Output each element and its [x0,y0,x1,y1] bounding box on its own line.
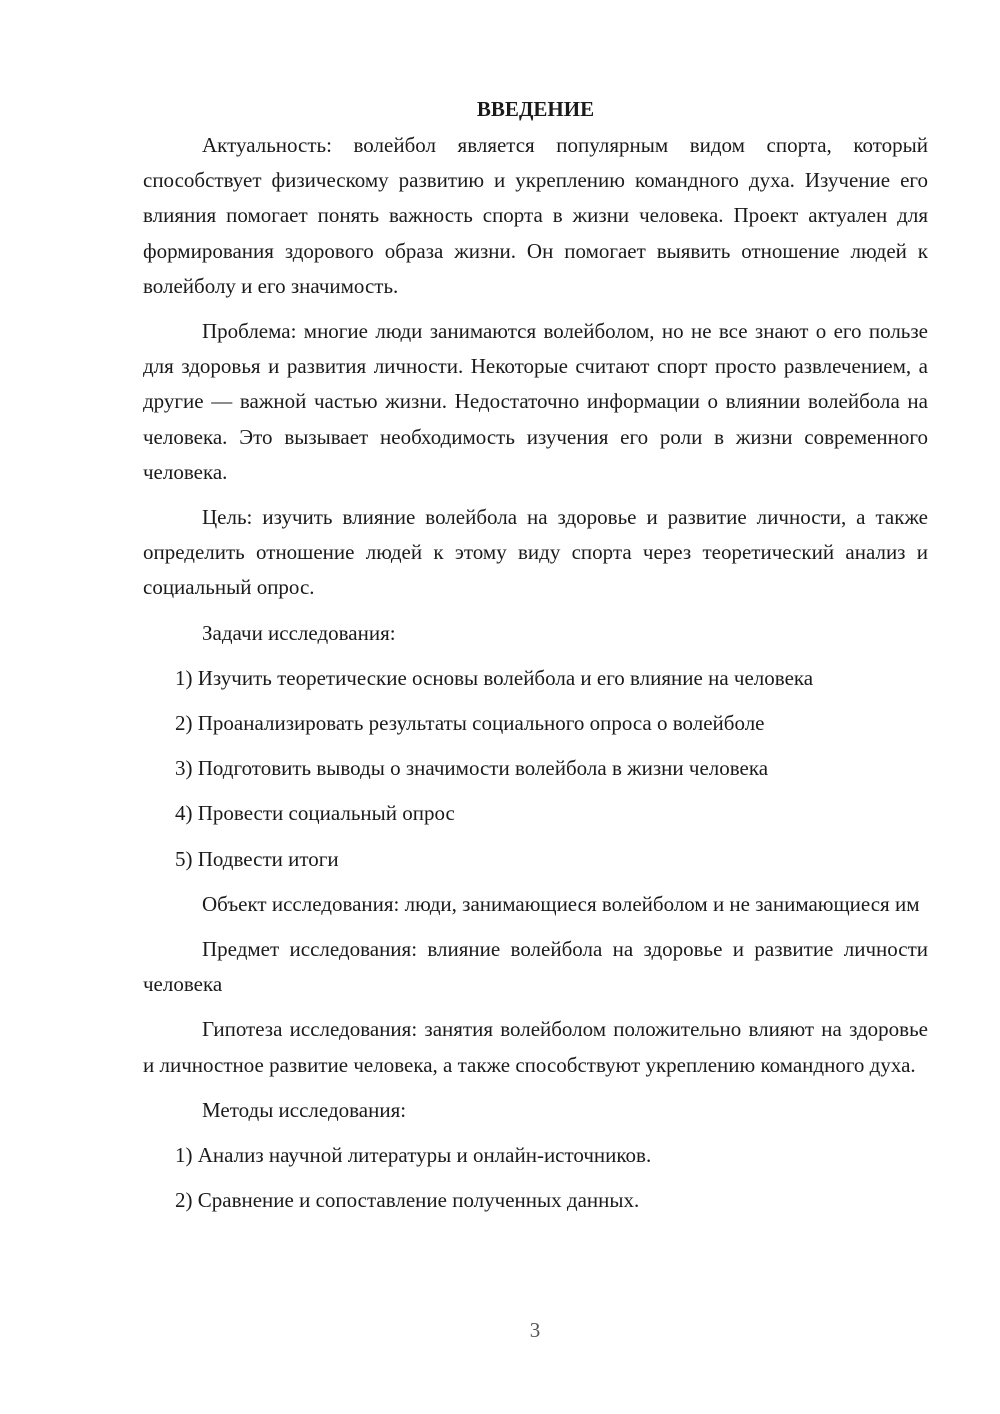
hypothesis-paragraph: Гипотеза исследования: занятия волейболом положительно влияют на здоровье и личностное развитие человека, а также способствуют укреплению командного духа. [143,1017,928,1077]
tasks-heading: Задачи исследования: [202,620,396,645]
list-item: 5) Подвести итоги [175,846,339,871]
tasks-list [143,661,928,877]
goal-paragraph: Цель: изучить влияние волейбола на здоровье и развитие личности, а также определить отношение людей к этому виду спорта через теоретический анализ и социальный опрос. [143,505,928,600]
list-item: 4) Провести социальный опрос [175,801,455,826]
methods-heading: Методы исследования: [202,1097,407,1122]
section-title: ВВЕДЕНИЕ [476,97,595,121]
methods-list [143,1138,928,1218]
problem-paragraph: Проблема: многие люди занимаются волейболом, но не все знают о его пользе для здоровья и развития личности. Некоторые считают спорт просто развлечением, а другие — важной частью жизни. Недостаточно информации о влиянии волейбола на человека. Это вызывает необходимость изучения его роли в жизни современного человека. [143,319,928,484]
list-item: 1) Анализ научной литературы и онлайн-источников. [175,1143,652,1168]
relevance-paragraph: Актуальность: волейбол является популярным видом спорта, который способствует физическому развитию и укреплению командного духа. Изучение его влияния помогает понять важность спорта в жизни человека. Проект актуален для формирования здорового образа жизни. Он помогает выявить отношение людей к волейболу и его значимость. [143,133,928,298]
page-number: 3 [529,1318,541,1342]
list-item: 2) Сравнение и сопоставление полученных данных. [175,1188,640,1213]
document-page [143,92,928,1228]
list-item: 1) Изучить теоретические основы волейбола и его влияние на человека [175,665,814,690]
list-item: 2) Проанализировать результаты социального опроса о волейболе [175,711,765,736]
subject-paragraph: Предмет исследования: влияние волейбола на здоровье и развитие личности человека [143,937,928,997]
object-paragraph: Объект исследования: люди, занимающиеся волейболом и не занимающиеся им [202,891,920,916]
list-item: 3) Подготовить выводы о значимости волейбола в жизни человека [175,756,769,781]
